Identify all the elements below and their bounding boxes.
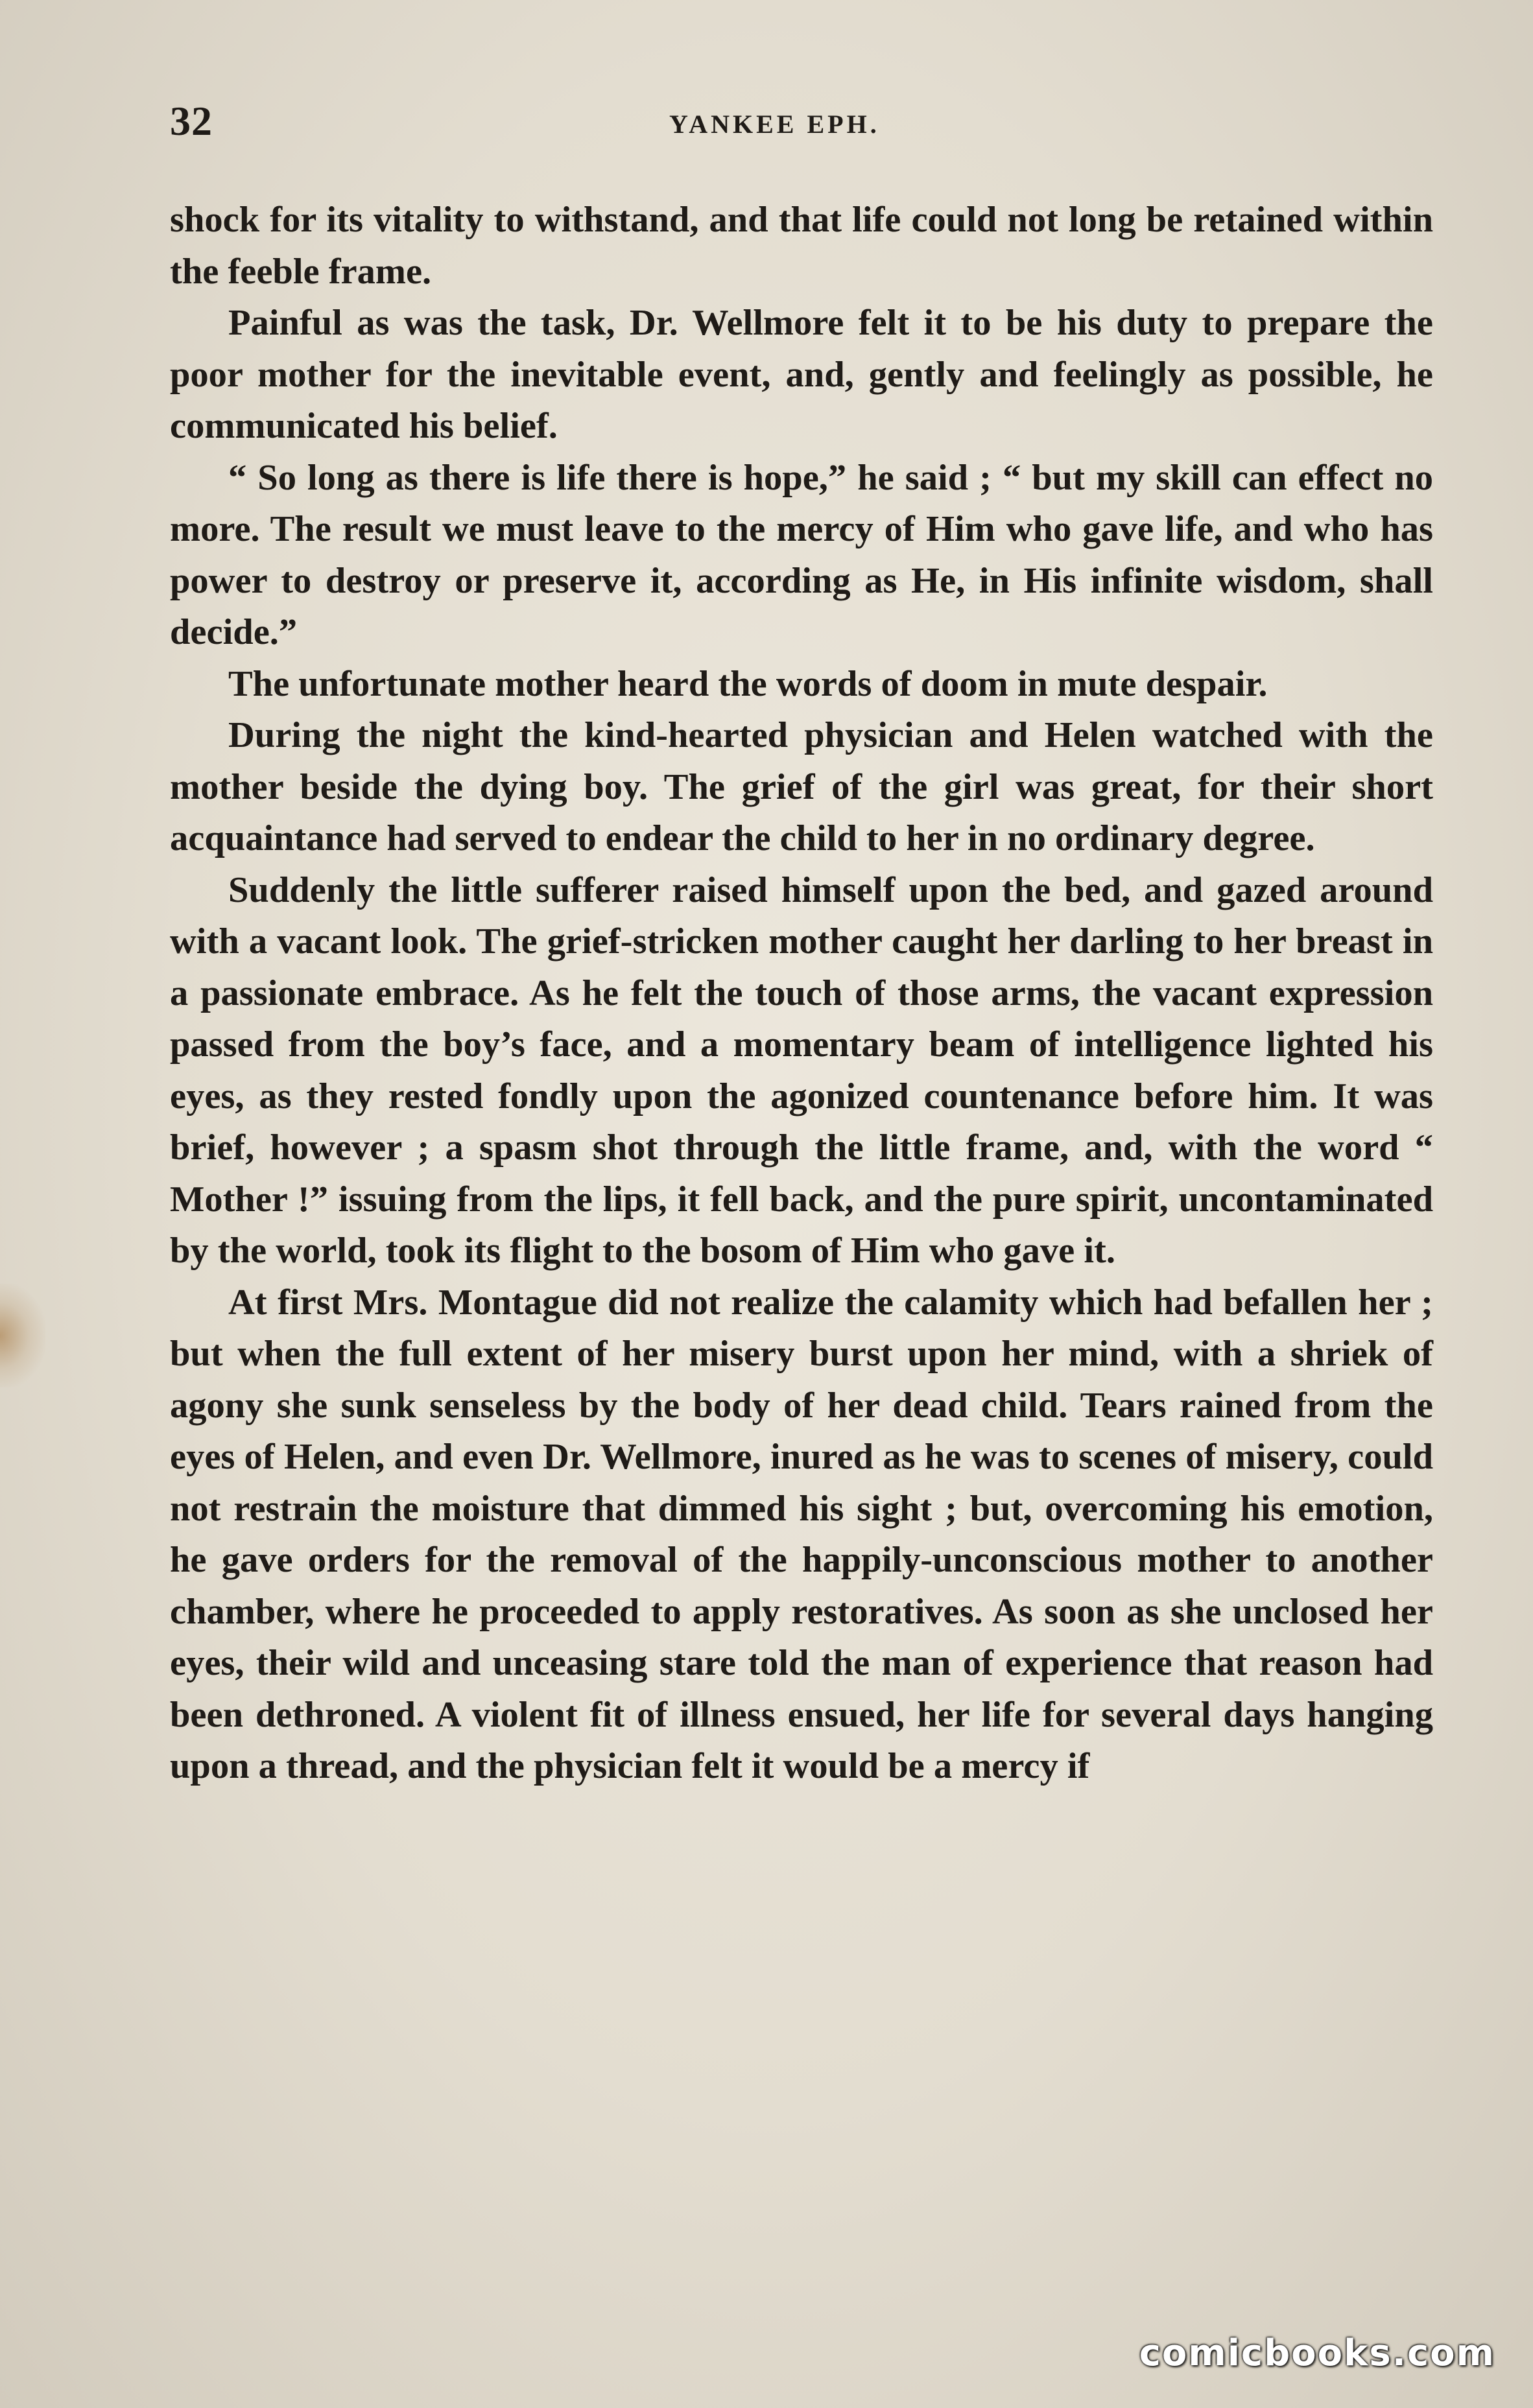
paragraph: During the night the kind-hearted physician and Helen watched with the mother beside the dying boy. The grief of the girl was great, for their short acquaintance had served to endear the child to her in no ordinary degree. <box>170 715 1433 858</box>
page-header <box>170 97 1434 156</box>
running-head: YANKEE EPH. <box>669 110 880 139</box>
paragraph: The unfortunate mother heard the words of doom in mute despair. <box>228 663 1268 704</box>
paragraph: At first Mrs. Montague did not realize the calamity which had befallen her ; but when the full extent of her misery burst upon her mind, with a shriek of agony she sunk senseless by the body of her dead child. Tears rained from the eyes of Helen, and even Dr. Wellmore, inured as he was to scenes of misery, could not restrain the moisture that dimmed his sight ; but, overcoming his emotion, he gave orders for the removal of the happily-unconscious mother to another chamber, where he proceeded to apply restoratives. As soon as she unclosed her eyes, their wild and unceasing stare told the man of experience that reason had been dethroned. A violent fit of illness ensued, her life for several days hanging upon a thread, and the physician felt it would be a mercy if <box>170 1282 1433 1786</box>
watermark: comicbooks.com <box>1139 2332 1495 2374</box>
paragraph: Suddenly the little sufferer raised himself upon the bed, and gazed around with a vacant look. The grief-stricken mother caught her darling to her breast in a passionate embrace. As he felt the touch of those arms, the vacant expression passed from the boy’s face, and a momentary beam of intelligence lighted his eyes, as they rested fondly upon the agonized countenance before him. It was brief, however ; a spasm shot through the little frame, and, with the word “ Mother !” issuing from the lips, it fell back, and the pure spirit, uncontaminated by the world, took its flight to the bosom of Him who gave it. <box>170 869 1433 1271</box>
paragraph: Painful as was the task, Dr. Wellmore felt it to be his duty to prepare the poor mother for the inevitable event, and, gently and feelingly as possible, he communicated his belief. <box>170 303 1433 446</box>
age-stain <box>0 1284 45 1387</box>
page-number: 32 <box>170 98 213 144</box>
paragraph: “ So long as there is life there is hope,” he said ; “ but my skill can effect no more. The result we must leave to the mercy of Him who gave life, and who has power to destroy or preserve it, according as He, in His infinite wisdom, shall decide.” <box>170 457 1433 652</box>
paragraph: shock for its vitality to withstand, and that life could not long be retained within the feeble frame. <box>170 200 1433 292</box>
body-text <box>170 195 1433 1793</box>
